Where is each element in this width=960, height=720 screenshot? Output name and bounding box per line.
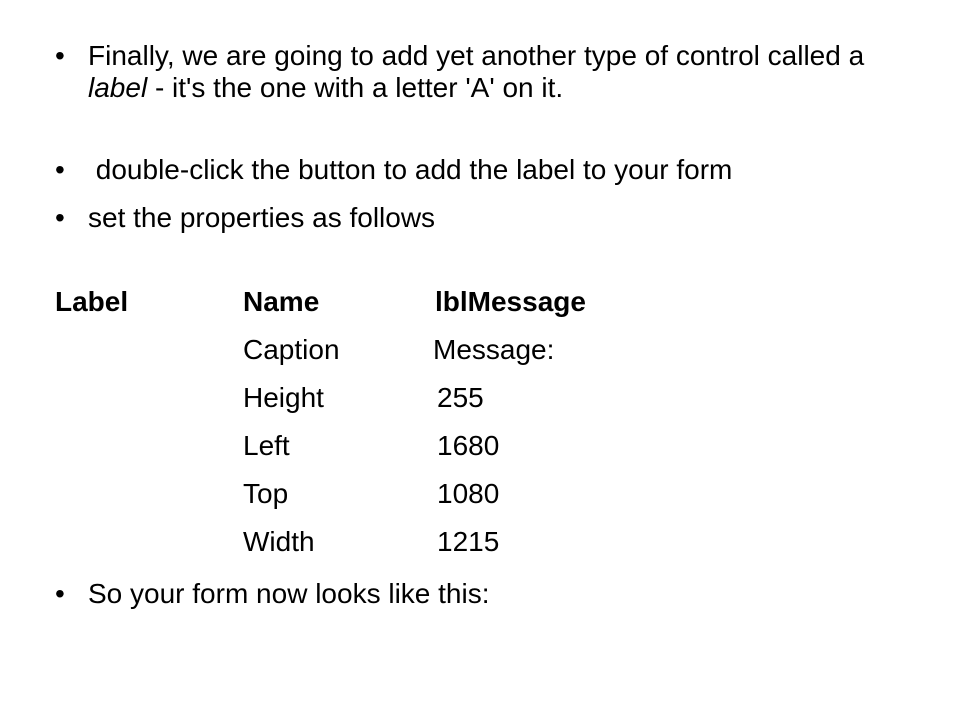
property-value: 1215 — [437, 526, 500, 557]
bullet-dot-icon: • — [55, 154, 65, 185]
bullet-text-double-click: double-click the button to add the label to your form — [88, 154, 733, 185]
property-name: Caption — [243, 334, 340, 365]
bullet-dot-icon: • — [55, 40, 65, 71]
property-name: Width — [243, 526, 315, 557]
property-value: lblMessage — [435, 286, 586, 317]
intro-text-before: Finally, we are going to add yet another type of control called a — [88, 40, 872, 71]
property-value: 1680 — [437, 430, 500, 461]
property-value: 1080 — [437, 478, 500, 509]
intro-text-italic: label — [88, 72, 148, 103]
bullet-text-form-looks: So your form now looks like this: — [88, 578, 490, 609]
bullet-text-intro — [88, 40, 908, 104]
property-name: Left — [243, 430, 290, 461]
intro-text-after: - it's the one with a letter 'A' on it. — [147, 72, 564, 103]
property-name: Name — [243, 286, 320, 317]
bullet-dot-icon: • — [55, 202, 65, 233]
bullet-text-set-properties: set the properties as follows — [88, 202, 436, 233]
property-value: Message: — [433, 334, 555, 365]
property-name: Top — [243, 478, 289, 509]
property-value: 255 — [437, 382, 484, 413]
control-type-label: Label — [55, 286, 129, 317]
property-name: Height — [243, 382, 324, 413]
bullet-dot-icon: • — [55, 578, 65, 609]
